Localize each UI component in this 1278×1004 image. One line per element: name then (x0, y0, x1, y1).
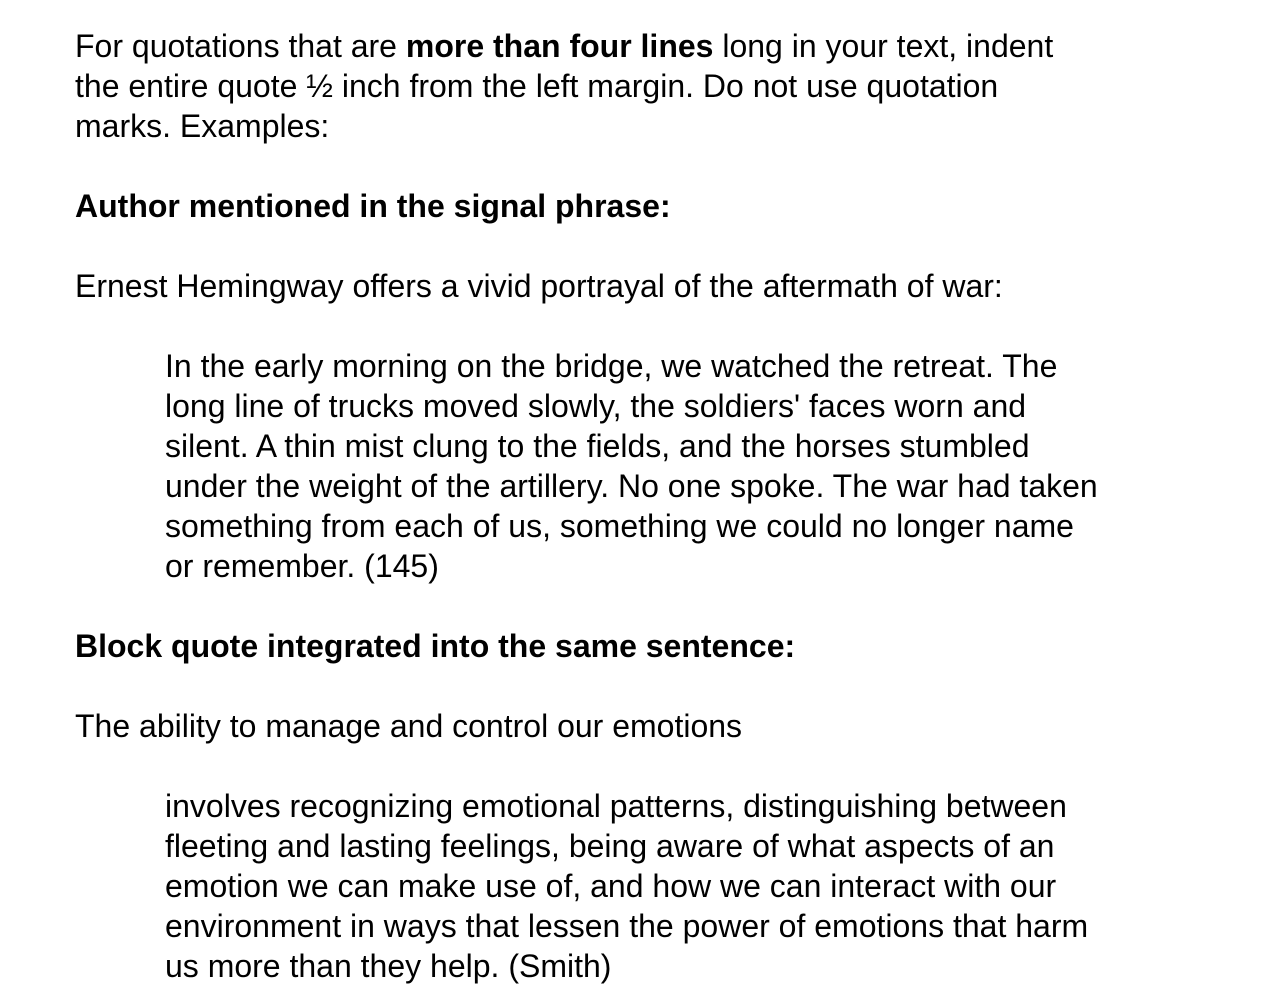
quote-line: fleeting and lasting feelings, being aware of what aspects of an (165, 828, 1055, 864)
intro-text-after-bold: long in your text, indent (713, 28, 1054, 64)
quote-line: or remember. (145) (165, 548, 439, 584)
block-quote-smith (165, 786, 1265, 986)
quote-line: involves recognizing emotional patterns, distinguishing between (165, 788, 1067, 824)
spacer (75, 146, 1265, 186)
spacer (75, 746, 1265, 786)
document-body (75, 26, 1265, 986)
quote-line: under the weight of the artillery. No one spoke. The war had taken (165, 468, 1098, 504)
quote-line: silent. A thin mist clung to the fields, and the horses stumbled (165, 428, 1030, 464)
quote-line: In the early morning on the bridge, we watched the retreat. The (165, 348, 1058, 384)
lead-sentence-emotions: The ability to manage and control our emotions (75, 708, 743, 744)
block-quote-hemingway (165, 346, 1265, 586)
quote-line: something from each of us, something we could no longer name (165, 508, 1074, 544)
quote-line: emotion we can make use of, and how we can interact with our (165, 868, 1057, 904)
quote-line: environment in ways that lessen the power of emotions that harm (165, 908, 1089, 944)
spacer (75, 666, 1265, 706)
spacer (75, 306, 1265, 346)
intro-text-before-bold: For quotations that are (75, 28, 406, 64)
lead-sentence-hemingway: Ernest Hemingway offers a vivid portrayal of the aftermath of war: (75, 268, 1003, 304)
quote-line: long line of trucks moved slowly, the soldiers' faces worn and (165, 388, 1027, 424)
section-heading-integrated: Block quote integrated into the same sentence: (75, 628, 796, 664)
intro-line-2: the entire quote ½ inch from the left margin. Do not use quotation (75, 68, 999, 104)
quote-line: us more than they help. (Smith) (165, 948, 612, 984)
intro-line-1 (75, 26, 1265, 66)
spacer (75, 226, 1265, 266)
intro-bold-text: more than four lines (405, 28, 714, 64)
intro-paragraph (75, 26, 1265, 146)
section-heading-signal-phrase: Author mentioned in the signal phrase: (75, 188, 671, 224)
spacer (75, 586, 1265, 626)
intro-line-3: marks. Examples: (75, 108, 330, 144)
